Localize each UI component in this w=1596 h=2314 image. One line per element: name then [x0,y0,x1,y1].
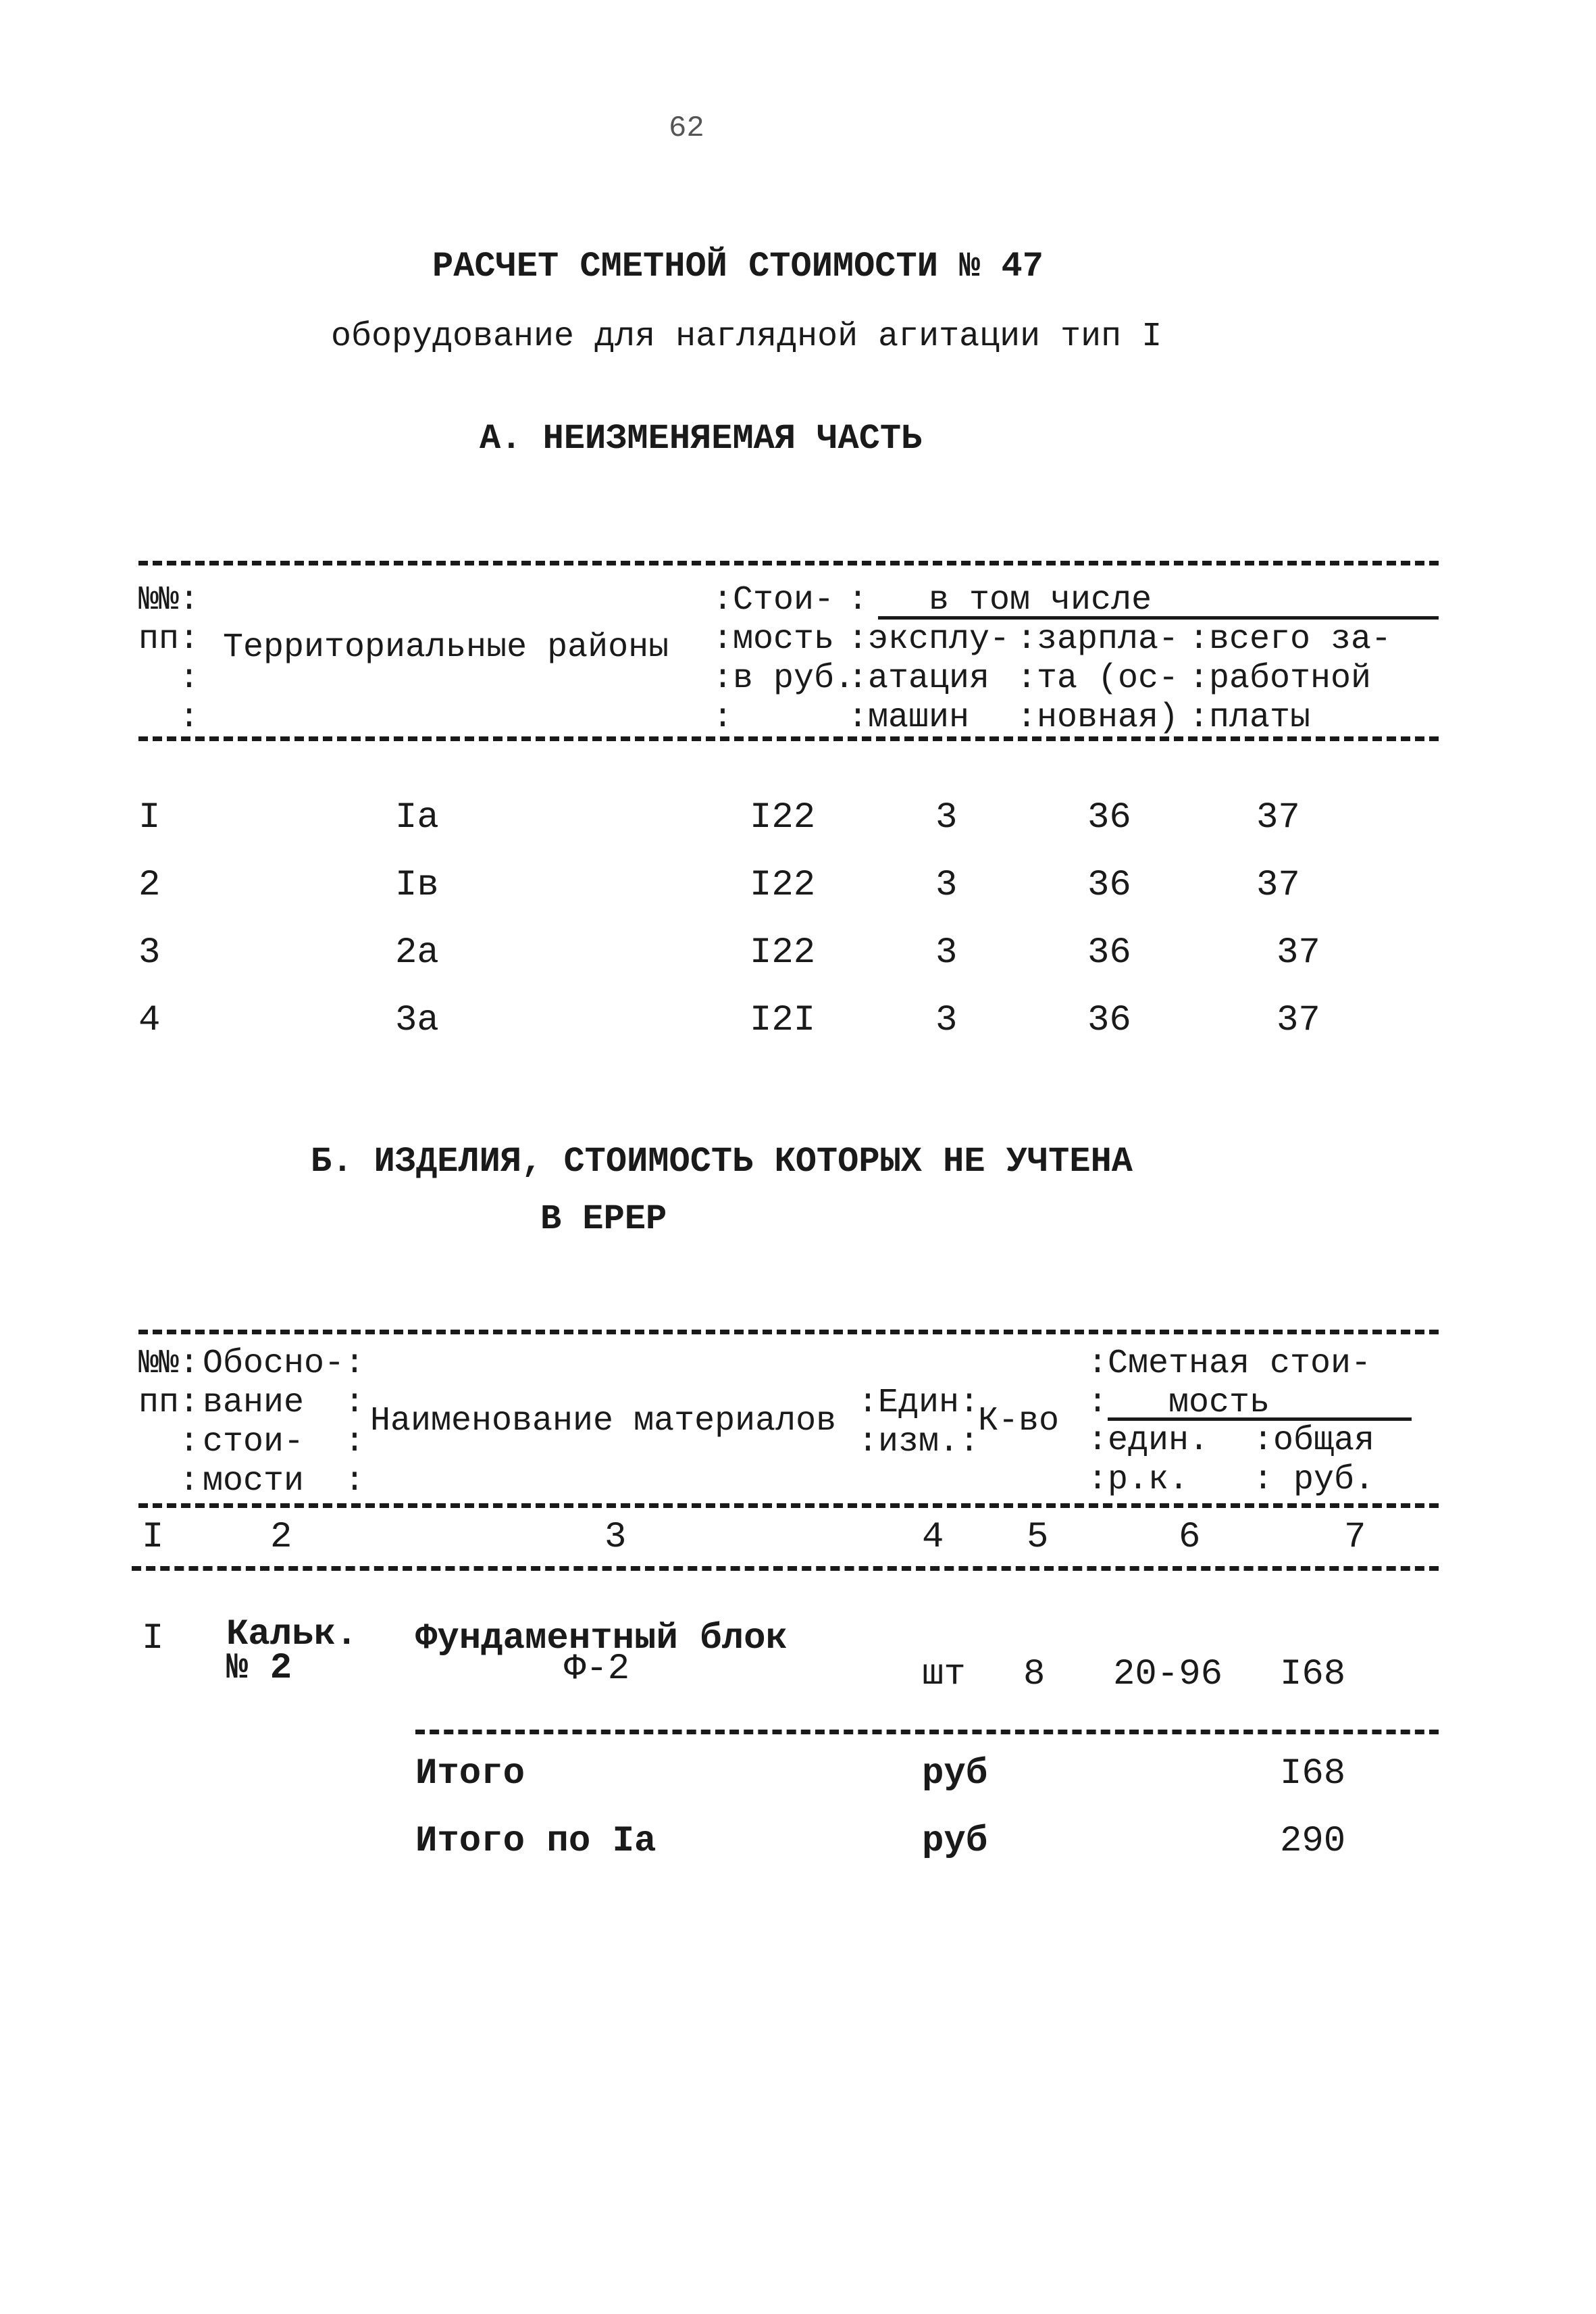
row-region: 3a [395,1000,439,1041]
item-basis: Кальк. № 2 [226,1614,358,1689]
table-a-header-num: №№: пп: : : [138,581,200,737]
table-b-header-unit: :Един: :изм.: [858,1384,980,1461]
item-unit: шт [922,1654,966,1695]
total-label: Итого по Ia [415,1821,657,1862]
table-b-header-total-rub: :общая : руб. [1253,1422,1375,1499]
table-b-header-per-unit: :един. :р.к. [1087,1422,1210,1499]
row-total-wage: 37 [1256,865,1300,906]
item-name-line2: Ф-2 [564,1649,630,1690]
row-machines: 3 [935,865,958,906]
row-salary: 36 [1087,865,1131,906]
row-total-wage: 37 [1256,797,1300,838]
table-a-header-regions: Территориальные районы [223,628,669,667]
table-a-header-salary: :зарпла- :та (ос- :новная) [1016,620,1179,737]
item-total: I68 [1280,1654,1346,1695]
item-unit-price: 20-96 [1113,1654,1223,1695]
table-b-top-rule [138,1330,1439,1334]
row-total-wage: 37 [1277,1000,1320,1041]
row-machines: 3 [935,1000,958,1041]
table-b-header-name: Наименование материалов [370,1402,837,1440]
column-number: 4 [922,1517,944,1558]
total-label: Итого [415,1753,525,1794]
table-b-header-estimate: :Сметная стои- : мость [1087,1344,1372,1422]
row-num: 4 [138,1000,161,1041]
row-region: Ia [395,797,439,838]
item-num: I [142,1618,164,1659]
table-a-top-rule [138,561,1439,565]
table-a-header-bottom-rule [138,736,1439,741]
row-salary: 36 [1087,932,1131,974]
row-cost: I22 [750,797,816,838]
row-region: 2a [395,932,439,974]
row-cost: I2I [750,1000,816,1041]
section-a-heading: А. НЕИЗМЕНЯЕМАЯ ЧАСТЬ [480,419,923,459]
row-num: I [138,797,161,838]
row-num: 2 [138,865,161,906]
column-number: I [142,1517,164,1558]
table-a-header-total-wage: :всего за- :работной :платы [1189,620,1392,737]
total-value: 290 [1280,1821,1346,1862]
table-a-header-machines: :эксплу- :атация :машин [848,620,1010,737]
column-number: 6 [1179,1517,1201,1558]
document-subtitle: оборудование для наглядной агитации тип I [331,318,1162,356]
row-machines: 3 [935,797,958,838]
table-b-header-underline [1108,1417,1412,1421]
totals-rule [415,1730,1439,1734]
page-number: 62 [669,111,704,145]
table-b-header-num: №№: пп: : : [138,1344,200,1501]
total-unit: руб [922,1753,988,1794]
column-number: 7 [1344,1517,1366,1558]
row-region: Iв [395,865,439,906]
row-cost: I22 [750,865,816,906]
row-total-wage: 37 [1277,932,1320,974]
document-title: РАСЧЕТ СМЕТНОЙ СТОИМОСТИ № 47 [432,247,1044,286]
table-b-header-basis: Обосно-: вание : стои- : мости : [203,1344,365,1501]
row-num: 3 [138,932,161,974]
table-a-header-cost: :Стои- :мость :в руб. : [713,581,855,737]
section-b-heading-line1: Б. ИЗДЕЛИЯ, СТОИМОСТЬ КОТОРЫХ НЕ УЧТЕНА [311,1142,1133,1182]
table-b-header-qty: К-во [978,1402,1060,1440]
item-qty: 8 [1023,1654,1046,1695]
table-a-header-underline [878,616,1439,620]
total-value: I68 [1280,1753,1346,1794]
column-number: 5 [1027,1517,1049,1558]
total-unit: руб [922,1821,988,1862]
row-salary: 36 [1087,1000,1131,1041]
table-a-header-in-total: : в том числе [848,581,1152,620]
table-b-column-numbers-rule [132,1566,1439,1571]
row-cost: I22 [750,932,816,974]
section-b-heading-line2: В ЕРЕР [540,1199,667,1239]
column-number: 3 [604,1517,627,1558]
item-name-line1: Фундаментный блок [415,1618,788,1659]
column-number: 2 [270,1517,292,1558]
table-b-header-bottom-rule [138,1503,1439,1508]
row-machines: 3 [935,932,958,974]
row-salary: 36 [1087,797,1131,838]
